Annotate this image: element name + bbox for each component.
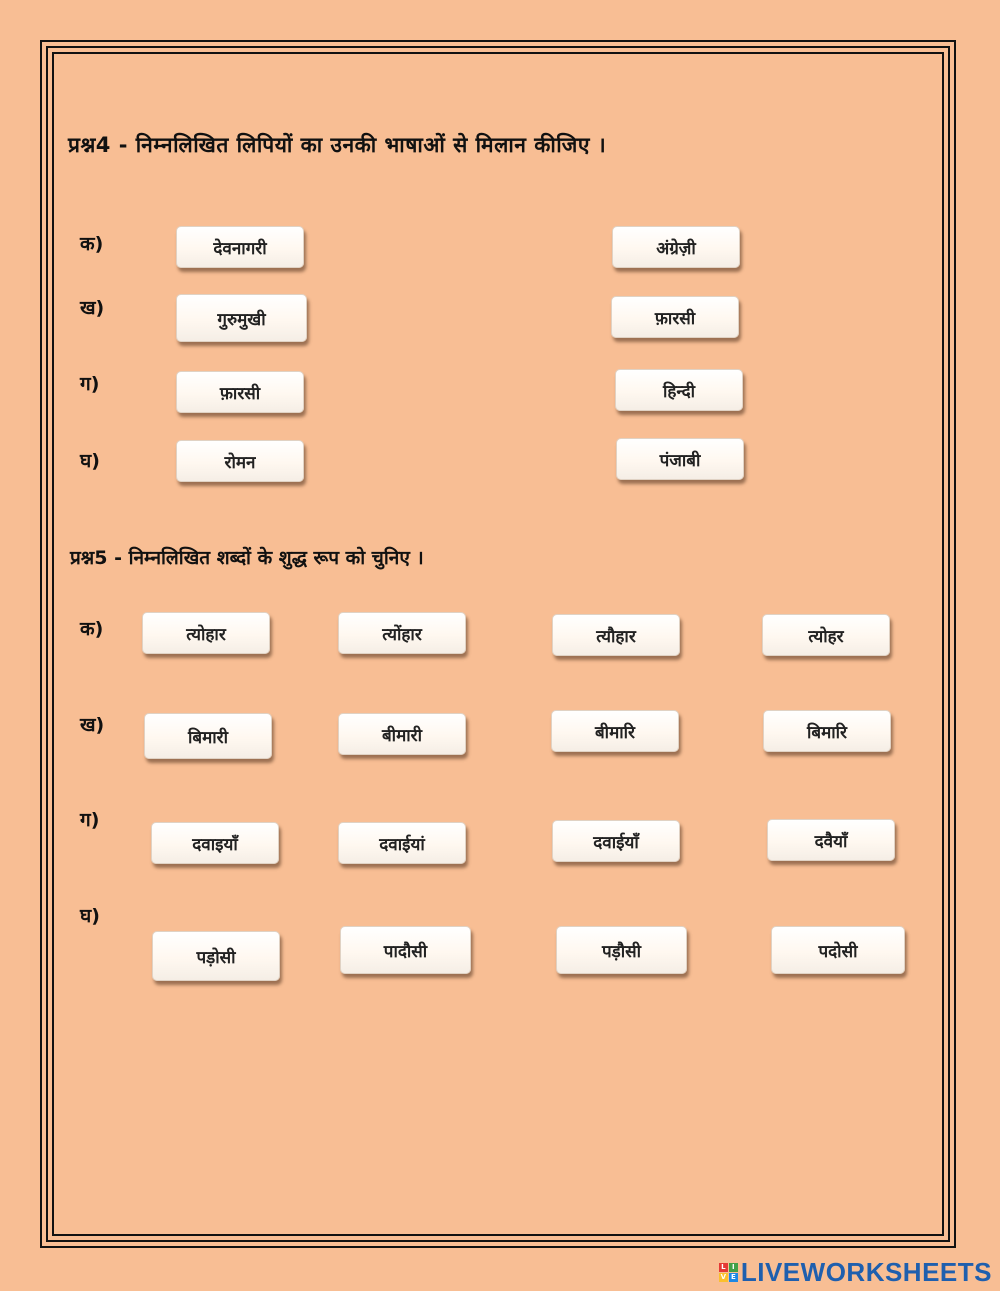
q5-label-gha: घ)	[80, 905, 100, 927]
logo-letter-i: I	[729, 1263, 738, 1272]
q5-row4-option2[interactable]: पादौसी	[340, 926, 471, 974]
logo-letter-v: V	[720, 1272, 727, 1281]
q4-left-roman[interactable]: रोमन	[176, 440, 304, 482]
q4-left-farsi[interactable]: फ़ारसी	[176, 371, 304, 413]
q5-row1-option1[interactable]: त्योहार	[142, 612, 270, 654]
q5-row1-option3[interactable]: त्यौहार	[552, 614, 680, 656]
q5-row4-option3[interactable]: पड़ौसी	[556, 926, 687, 974]
q5-row3-option4[interactable]: दवैयाँ	[767, 819, 895, 861]
q5-label-kha: ख)	[80, 714, 105, 736]
q4-right-hindi[interactable]: हिन्दी	[615, 369, 743, 411]
q5-row3-option2[interactable]: दवाईयां	[338, 822, 466, 864]
q5-label-ka: क)	[80, 618, 104, 640]
q5-row2-option2[interactable]: बीमारी	[338, 713, 466, 755]
q4-label-gha: घ)	[80, 450, 100, 472]
q4-right-angrezi[interactable]: अंग्रेज़ी	[612, 226, 740, 268]
q4-left-devanagari[interactable]: देवनागरी	[176, 226, 304, 268]
q5-row4-option1[interactable]: पड़ोसी	[152, 931, 280, 981]
q5-row3-option3[interactable]: दवाईयाँ	[552, 820, 680, 862]
q4-label-kha: ख)	[80, 297, 105, 319]
liveworksheets-logo	[719, 1256, 992, 1287]
question-5-title: प्रश्न5 - निम्नलिखित शब्दों के शुद्ध रूप को चुनिए ।	[70, 547, 424, 569]
q5-row3-option1[interactable]: दवाइयाँ	[151, 822, 279, 864]
q5-row2-option4[interactable]: बिमारि	[763, 710, 891, 752]
q5-row1-option2[interactable]: त्योंहार	[338, 612, 466, 654]
q4-label-ka: क)	[80, 233, 104, 255]
q4-label-ga: ग)	[80, 373, 100, 395]
q5-row2-option3[interactable]: बीमारि	[551, 710, 679, 752]
q5-label-ga: ग)	[80, 809, 100, 831]
question-4-title: प्रश्न4 - निम्नलिखित लिपियों का उनकी भाषाओं से मिलान कीजिए ।	[68, 133, 607, 157]
logo-text: LIVEWORKSHEETS	[740, 1256, 992, 1287]
q5-row2-option1[interactable]: बिमारी	[144, 713, 272, 759]
q5-row1-option4[interactable]: त्योहर	[762, 614, 890, 656]
q5-row4-option4[interactable]: पदोसी	[771, 926, 905, 974]
q4-right-punjabi[interactable]: पंजाबी	[616, 438, 744, 480]
q4-right-farsi[interactable]: फ़ारसी	[611, 296, 739, 338]
logo-letter-e: E	[729, 1273, 738, 1282]
logo-letter-l: L	[719, 1263, 728, 1272]
q4-left-gurumukhi[interactable]: गुरुमुखी	[176, 294, 307, 342]
logo-grid-icon	[719, 1263, 738, 1282]
